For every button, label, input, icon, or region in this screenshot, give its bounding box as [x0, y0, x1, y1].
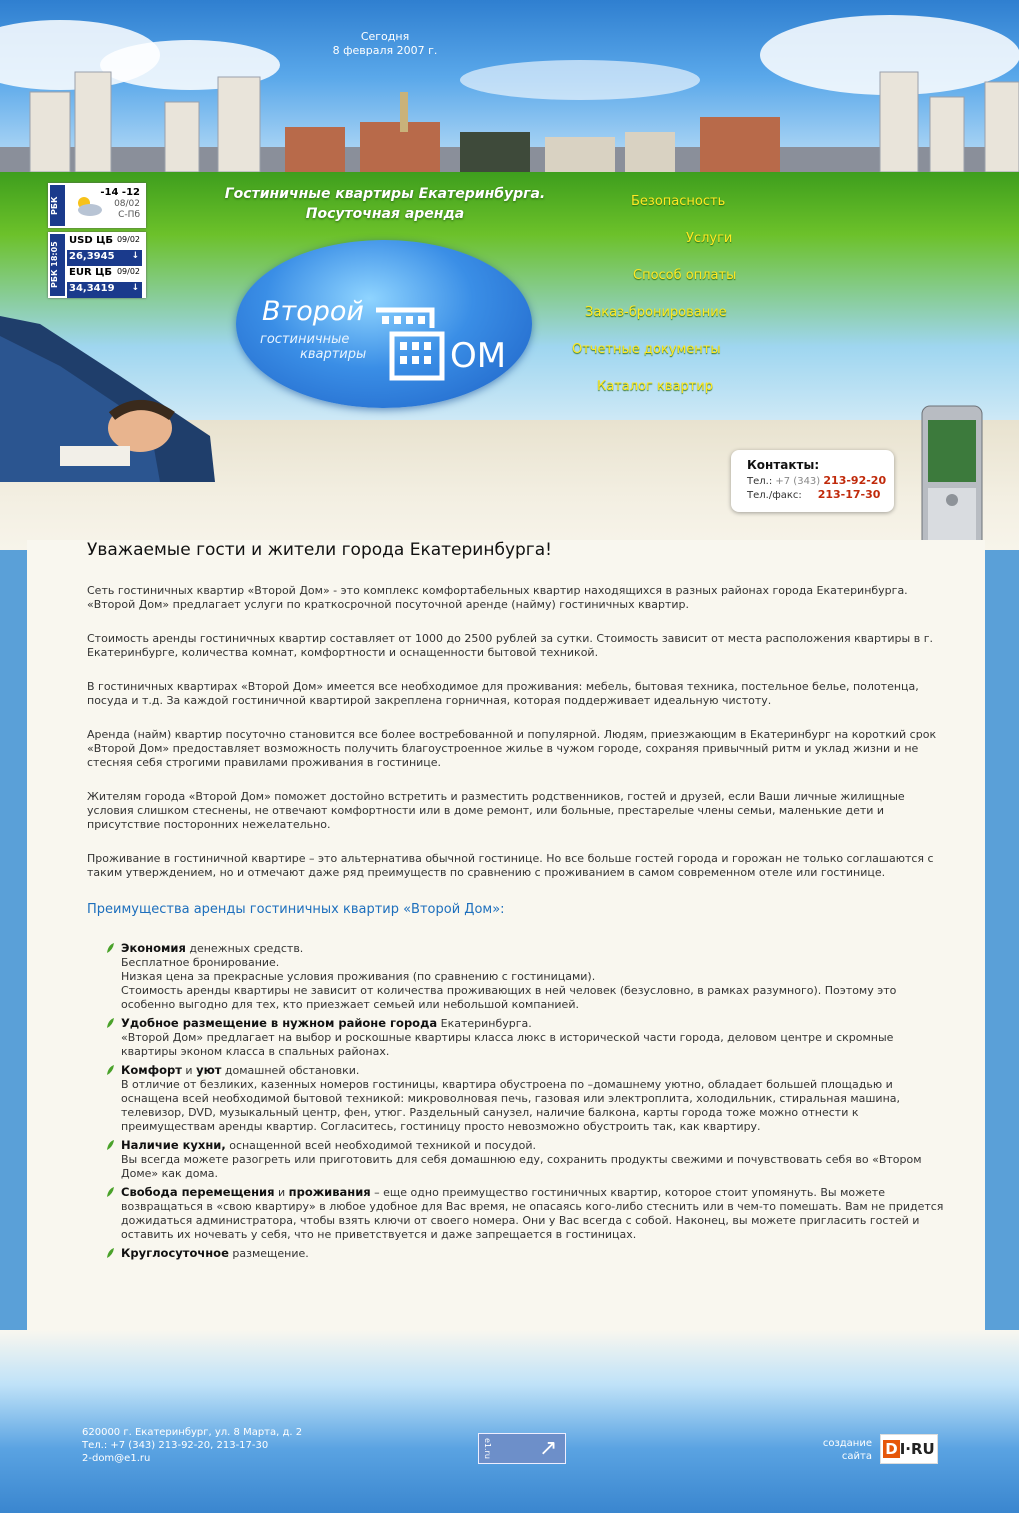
eur-label: EUR ЦБ [69, 267, 113, 278]
advantage-rest: Екатеринбурга. [437, 1017, 532, 1030]
usd-header [67, 234, 142, 250]
contacts-card [731, 450, 894, 512]
leaf-bullet-icon [106, 1186, 115, 1198]
footer-email[interactable]: 2-dom@e1.ru [82, 1453, 151, 1464]
usd-label: USD ЦБ [69, 235, 114, 246]
leaf-bullet-icon [106, 942, 115, 954]
advantage-bold: Комфорт [121, 1063, 182, 1077]
weather-temps: -14 -12 [100, 187, 140, 198]
logo-word-dom: ОМ [450, 336, 507, 376]
weather-widget[interactable] [48, 183, 146, 228]
nav-catalog[interactable]: Каталог квартир [597, 379, 713, 394]
footer-phones: Тел.: +7 (343) 213-92-20, 213-17-30 [82, 1440, 269, 1451]
leaf-bullet-icon [106, 1017, 115, 1029]
counter-text: e1.ru [483, 1438, 492, 1459]
nav-documents[interactable]: Отчетные документы [572, 342, 721, 357]
advantage-mid: и [274, 1186, 289, 1199]
footer-address: 620000 г. Екатеринбург, ул. 8 Марта, д. 2 [82, 1427, 303, 1438]
advantage-item [121, 1063, 947, 1134]
fax-number[interactable]: 213-17-30 [817, 488, 881, 501]
site-logo[interactable] [236, 240, 532, 408]
fax-label: Тел./факс: [747, 490, 802, 501]
weather-brand: РБК [50, 185, 65, 226]
eur-date: 09/02 [116, 267, 140, 276]
main-content [87, 540, 947, 1265]
weather-date: 08/02 [114, 199, 140, 209]
advantage-item [121, 1016, 947, 1059]
date-label: Сегодня [360, 30, 410, 43]
tel-code: +7 (343) [775, 476, 821, 487]
advantages-title: Преимущества аренды гостиничных квартир «Второй Дом»: [87, 902, 505, 917]
sun-cloud-icon [72, 193, 104, 219]
paragraph-5: Жителям города «Второй Дом» поможет достойно встретить и разместить родственников, гостей и друзей, если Ваши личные жилищные условия слишком стеснены, не отвечают комфортности или в доме ремонт, или больные, престарелые члены семьи, маленькие дети и присутствие посторонних нежелательно. [87, 790, 905, 831]
arrow-down-icon: ↓ [131, 251, 139, 261]
currency-brand: РБК 18:05 [50, 234, 65, 296]
advantage-item [121, 941, 947, 1012]
made-by-label [812, 1437, 872, 1463]
logo-word-vtoroy: Второй [262, 296, 364, 327]
nav-payment[interactable]: Способ оплаты [633, 268, 737, 283]
advantage-bold: Наличие кухни, [121, 1138, 226, 1152]
advantage-line: Вы всегда можете разогреть или приготовить для себя домашнюю еду, сохранить продукты свежими и почувствовать себя во «Втором Доме» как дома. [121, 1153, 922, 1180]
tagline-line1: Гостиничные квартиры Екатеринбурга. [224, 186, 546, 202]
e1-counter[interactable] [478, 1433, 566, 1464]
sleeping-man-image [0, 316, 215, 482]
footer-address-block [82, 1426, 302, 1465]
developer-logo-text: I·RU [899, 1440, 935, 1458]
leaf-bullet-icon [106, 1247, 115, 1259]
advantage-rest: денежных средств. [185, 942, 304, 955]
mobile-phone-image [918, 404, 986, 554]
advantage-line: «Второй Дом» предлагает на выбор и роскошные квартиры класса люкс в исторической части города, деловом центре и скромные квартиры эконом класса в спальных районах. [121, 1031, 894, 1058]
tagline-line2: Посуточная аренда [305, 206, 465, 222]
eur-header [67, 266, 142, 282]
advantage-bold: Удобное размещение в нужном районе города [121, 1016, 438, 1030]
tel-label: Тел.: [747, 476, 773, 487]
nav-services[interactable]: Услуги [686, 231, 733, 246]
advantage-line: Низкая цена за прекрасные условия проживания (по сравнению с гостиницами). [121, 970, 596, 983]
advantages-list [87, 941, 947, 1261]
advantage-bold: Круглосуточное [121, 1246, 229, 1260]
developer-logo-d: D [885, 1440, 898, 1458]
logo-subtitle-1: гостиничные [260, 332, 350, 347]
eur-value: 34,3419 [69, 283, 115, 294]
paragraph-3: В гостиничных квартирах «Второй Дом» имеется все необходимое для проживания: мебель, бытовая техника, постельное белье, полотенца, посуда и т.д. За каждой гостиничной квартирой закреплена горничная, которая поддерживает идеальную чистоту. [87, 680, 919, 707]
date-box [320, 30, 450, 58]
advantage-bold2: уют [196, 1063, 222, 1077]
made-line1: создание [822, 1438, 872, 1449]
leaf-bullet-icon [106, 1064, 115, 1076]
advantage-rest: оснащенной всей необходимой техникой и посудой. [225, 1139, 537, 1152]
nav-security[interactable]: Безопасность [631, 194, 726, 209]
paragraph-2: Стоимость аренды гостиничных квартир составляет от 1000 до 2500 рублей за сутки. Стоимость зависит от места расположения квартиры в г. Екатеринбурге, количества комнат, комфортности и оснащенности бытовой техникой. [87, 632, 933, 659]
contacts-title: Контакты: [747, 458, 820, 472]
advantage-mid: и [181, 1064, 197, 1077]
advantage-line: Бесплатное бронирование. [121, 956, 280, 969]
paragraph-1: Сеть гостиничных квартир «Второй Дом» - это комплекс комфортабельных квартир находящихся в разных районах города Екатеринбурга. «Второй Дом» предлагает услуги по краткосрочной посуточной аренде (найму) гостиничных квартир. [87, 584, 908, 611]
date-value: 8 февраля 2007 г. [332, 44, 438, 57]
advantage-item [121, 1138, 947, 1181]
house-icon [372, 304, 446, 384]
advantage-bold: Экономия [121, 941, 186, 955]
advantage-item [121, 1246, 947, 1261]
advantage-line: Стоимость аренды квартиры не зависит от количества проживающих в ней человек (безусловно, в рамках разумного). Поэтому это особенно выгодно для тех, кто приезжает семьей или небольшой компанией. [121, 984, 897, 1011]
paragraph-6: Проживание в гостиничной квартире – это альтернатива обычной гостинице. Но все больше гостей города и горожан не только соглашаются с таким утверждением, но и отмечают даже ряд преимуществ по сравнению с проживанием в самом современном отеле или гостинице. [87, 852, 934, 879]
advantage-line: В отличие от безликих, казенных номеров гостиницы, квартира обустроена по –домашнему уютно, обладает большей площадью и оснащена всей необходимой бытовой техникой: микроволновая печь, газовая или электроплита, холодильник, стиральная машина, телевизор, DVD, музыкальный центр, фен, утюг. Раздельный санузел, наличие балкона, карты города тоже можно отнести к преимуществам аренды квартир. Согласитесь, гостиницу просто невозможно обустроить так, как квартиру. [121, 1078, 901, 1133]
usd-date: 09/02 [116, 235, 140, 244]
arrow-up-right-icon: ↗ [539, 1436, 558, 1461]
advantage-rest: домашней обстановки. [221, 1064, 360, 1077]
tagline [210, 184, 560, 224]
nav-booking[interactable]: Заказ-бронирование [585, 305, 727, 320]
eur-value-row [67, 282, 142, 298]
advantage-item [121, 1185, 947, 1242]
weather-city: С-Пб [118, 210, 140, 220]
arrow-down-icon: ↓ [131, 283, 139, 293]
city-skyline [0, 52, 1019, 172]
footer [0, 1330, 1019, 1513]
header-sky [0, 0, 1019, 172]
logo-subtitle-2: квартиры [300, 347, 367, 362]
usd-value-row [67, 250, 142, 266]
paragraph-4: Аренда (найм) квартир посуточно становится все более востребованной и популярной. Людям, приезжающим в Екатеринбург на короткий срок «Второй Дом» предоставляет возможность получить благоустроенное жилье в чужом городе, сохраняя привычный ритм и уклад жизни и не стесняя себя строгими правилами проживания в гостинице. [87, 728, 937, 769]
page-title: Уважаемые гости и жители города Екатеринбурга! [87, 540, 552, 560]
contacts-phone-row [747, 474, 894, 488]
advantage-rest: размещение. [228, 1247, 309, 1260]
developer-logo[interactable] [880, 1434, 938, 1464]
advantage-bold2: проживания [288, 1185, 371, 1199]
currency-widget[interactable] [48, 232, 146, 298]
advantage-bold: Свобода перемещения [121, 1185, 275, 1199]
usd-value: 26,3945 [69, 251, 115, 262]
contacts-fax-row [747, 488, 894, 502]
advantage-rest: – еще одно преимущество гостиничных квартир, которое стоит упомянуть. Вы можете возвращаться в «свою квартиру» в любое удобное для Вас время, не опасаясь кого-либо стеснить или в чем-то помешать. Вам не придется дожидаться администратора, чтобы взять ключи от своего номера. Они у Вас всегда с собой. Наконец, вы можете пригласить гостей и оставить их ночевать у себя, что не приветствуется и даже запрещается в гостиницах. [121, 1186, 944, 1241]
made-line2: сайта [841, 1451, 872, 1462]
leaf-bullet-icon [106, 1139, 115, 1151]
tel-number[interactable]: 213-92-20 [823, 474, 887, 487]
